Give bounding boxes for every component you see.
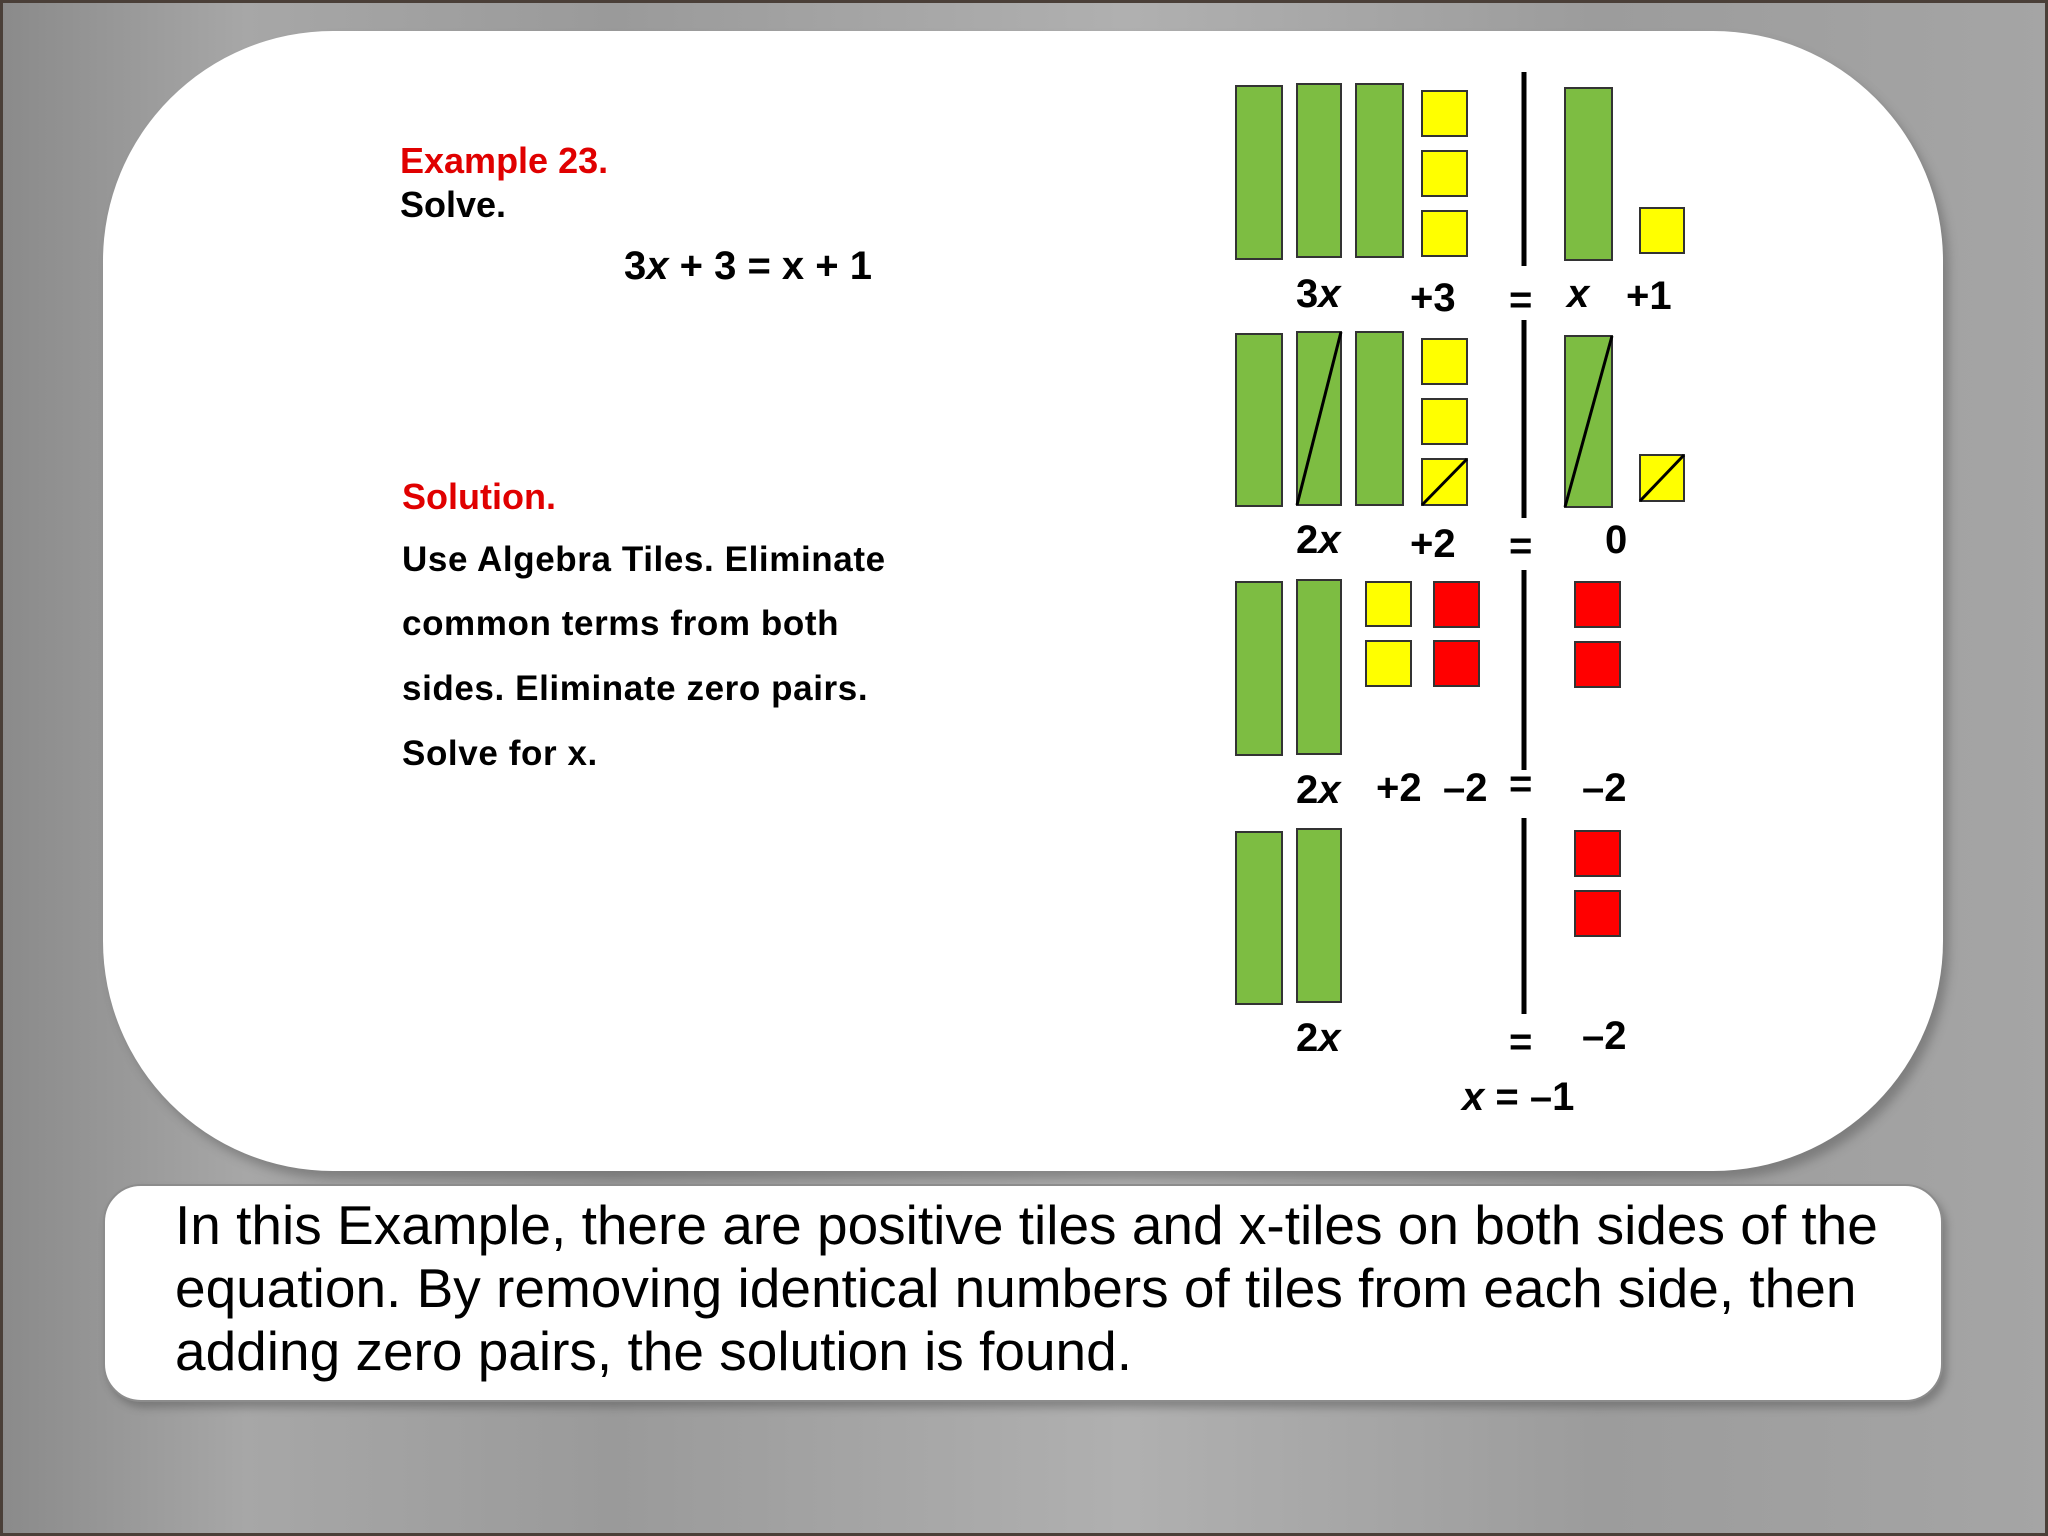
caption-text: In this Example, there are positive tiles and x-tiles on both sides of the equation. By removing identical numbers of tiles from each side, then adding zero pairs, the solution is found. — [175, 1194, 1878, 1382]
positive-unit-tile — [1366, 582, 1411, 626]
positive-unit-tile — [1422, 91, 1467, 136]
negative-unit-tile — [1434, 641, 1479, 686]
row3-equals: = — [1509, 762, 1533, 806]
x-tile — [1236, 334, 1282, 506]
row4-right: –2 — [1582, 1014, 1627, 1058]
x-tile — [1565, 88, 1612, 260]
solution-line-3: sides. Eliminate zero pairs. — [402, 669, 869, 708]
negative-unit-tile — [1575, 891, 1620, 936]
solution-line-2: common terms from both — [402, 604, 840, 643]
row3-right: –2 — [1582, 766, 1627, 810]
problem-equation: 3x + 3 = x + 1 — [624, 244, 872, 288]
row2-equals: = — [1509, 524, 1533, 568]
negative-unit-tile — [1575, 642, 1620, 687]
caption-box — [103, 1184, 1943, 1402]
row4-equals: = — [1509, 1020, 1533, 1064]
positive-unit-tile — [1422, 399, 1467, 444]
negative-unit-tile — [1575, 582, 1620, 627]
row1-equals: = — [1509, 278, 1533, 322]
row1-left-const: +3 — [1410, 276, 1456, 320]
solution-line-1: Use Algebra Tiles. Eliminate — [402, 540, 886, 579]
x-tile — [1297, 84, 1341, 257]
solution-line-4: Solve for x. — [402, 734, 598, 773]
negative-unit-tile — [1575, 831, 1620, 876]
row2-left-term: 2x — [1296, 518, 1341, 562]
positive-unit-tile — [1422, 211, 1467, 256]
negative-unit-tile — [1434, 582, 1479, 627]
x-tile — [1236, 582, 1282, 755]
row3-left-neg: –2 — [1443, 766, 1488, 810]
x-tile — [1297, 580, 1341, 754]
example-title: Example 23. — [400, 140, 609, 181]
solution-title: Solution. — [402, 476, 556, 517]
row1-right-term: x — [1567, 272, 1590, 316]
x-tile — [1297, 829, 1341, 1002]
final-answer: x = –1 — [1462, 1075, 1575, 1119]
row3-left-pos: +2 — [1376, 766, 1422, 810]
positive-unit-tile — [1422, 339, 1467, 384]
row1-right-const: +1 — [1626, 274, 1672, 318]
row2-right: 0 — [1605, 518, 1628, 562]
positive-unit-tile — [1422, 151, 1467, 196]
row2-left-const: +2 — [1410, 522, 1456, 566]
x-tile — [1236, 832, 1282, 1004]
solve-prompt: Solve. — [400, 184, 507, 225]
positive-unit-tile — [1366, 641, 1411, 686]
x-tile — [1356, 332, 1403, 505]
x-tile — [1356, 84, 1403, 257]
x-tile — [1236, 86, 1282, 259]
positive-unit-tile — [1640, 208, 1684, 253]
row4-left-term: 2x — [1296, 1016, 1341, 1060]
row1-left-term: 3x — [1296, 272, 1341, 316]
row3-left-term: 2x — [1296, 768, 1341, 812]
